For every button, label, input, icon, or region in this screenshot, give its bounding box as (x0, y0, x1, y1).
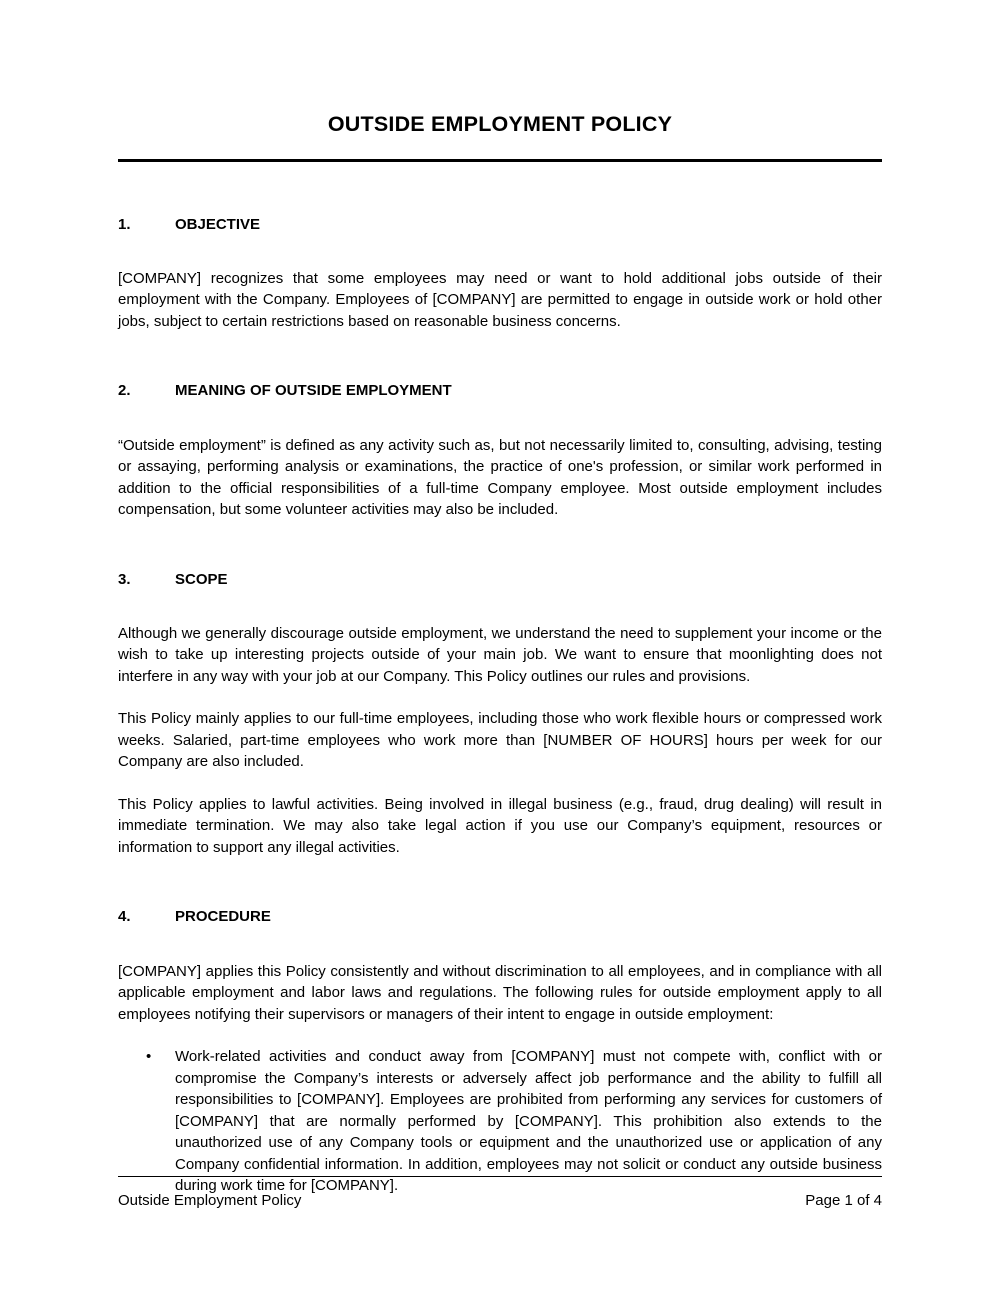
section-number: 4. (118, 908, 131, 926)
list-item (118, 1046, 882, 1197)
section-heading-meaning-of-outside-employment (118, 381, 882, 401)
section-number: 3. (118, 570, 131, 588)
document-content (118, 0, 882, 1197)
section-number: 2. (118, 382, 131, 400)
footer-page-number: Page 1 of 4 (805, 1192, 882, 1209)
section-title: OBJECTIVE (175, 215, 261, 233)
section-heading-objective (118, 215, 882, 235)
section-title: MEANING OF OUTSIDE EMPLOYMENT (175, 382, 452, 400)
paragraph: [COMPANY] applies this Policy consistently and without discrimination to all employees, and in compliance with all applicable employment and labor laws and regulations. The following rules for outside employment apply to all employees notifying their supervisors or managers of their intent to engage in outside employment: (118, 962, 882, 1023)
list-item-text: Work-related activities and conduct away from [COMPANY] must not compete with, conflict with or compromise the Company’s interests or adversely affect job performance and the ability to fulfill all responsibilities to [COMPANY]. Employees are prohibited from performing any services for customers of [COMPANY] that are normally performed by [COMPANY]. This prohibition also extends to the unauthorized use of any Company tools or equipment and the unauthorized use or application of any Company confidential information. In addition, employees may not solicit or conduct any outside business during work time for [COMPANY]. (175, 1048, 882, 1195)
paragraph: This Policy mainly applies to our full-time employees, including those who work flexible hours or compressed work weeks. Salaried, part-time employees who work more than [NUMBER OF HOURS] hours per week for our Company are also included. (118, 710, 882, 771)
bullet-icon: • (146, 1048, 152, 1066)
paragraph: “Outside employment” is defined as any activity such as, but not necessarily limited to, consulting, advising, testing or assaying, performing analysis or examinations, the practice of one's profession, or similar work performed in addition to the official responsibilities of a full-time Company employee. Most outside employment includes compensation, but some volunteer activities may also be included. (118, 436, 882, 519)
footer-document-name: Outside Employment Policy (118, 1192, 302, 1209)
page-footer (118, 1176, 882, 1211)
page-title: OUTSIDE EMPLOYMENT POLICY (327, 112, 673, 136)
section-title: SCOPE (175, 570, 228, 588)
section-title: PROCEDURE (175, 908, 271, 926)
paragraph: [COMPANY] recognizes that some employees may need or want to hold additional jobs outside of their employment with the Company. Employees of [COMPANY] are permitted to engage in outside work or hold other jobs, subject to certain restrictions based on reasonable business concerns. (118, 269, 882, 330)
footer-row (118, 1191, 882, 1211)
section-number: 1. (118, 215, 131, 233)
paragraph: This Policy applies to lawful activities. Being involved in illegal business (e.g., fraud, drug dealing) will result in immediate termination. We may also take legal action if you use our Company’s equipment, resources or information to support any illegal activities. (118, 795, 882, 856)
title-divider (118, 159, 882, 162)
section-heading-scope (118, 570, 882, 590)
footer-divider (118, 1176, 882, 1177)
procedure-bullet-list (118, 1046, 882, 1197)
section-heading-procedure (118, 907, 882, 927)
paragraph: Although we generally discourage outside employment, we understand the need to supplement your income or the wish to take up interesting projects outside of your main job. We want to ensure that moonlighting does not interfere in any way with your job at our Company. This Policy outlines our rules and provisions. (118, 624, 882, 685)
